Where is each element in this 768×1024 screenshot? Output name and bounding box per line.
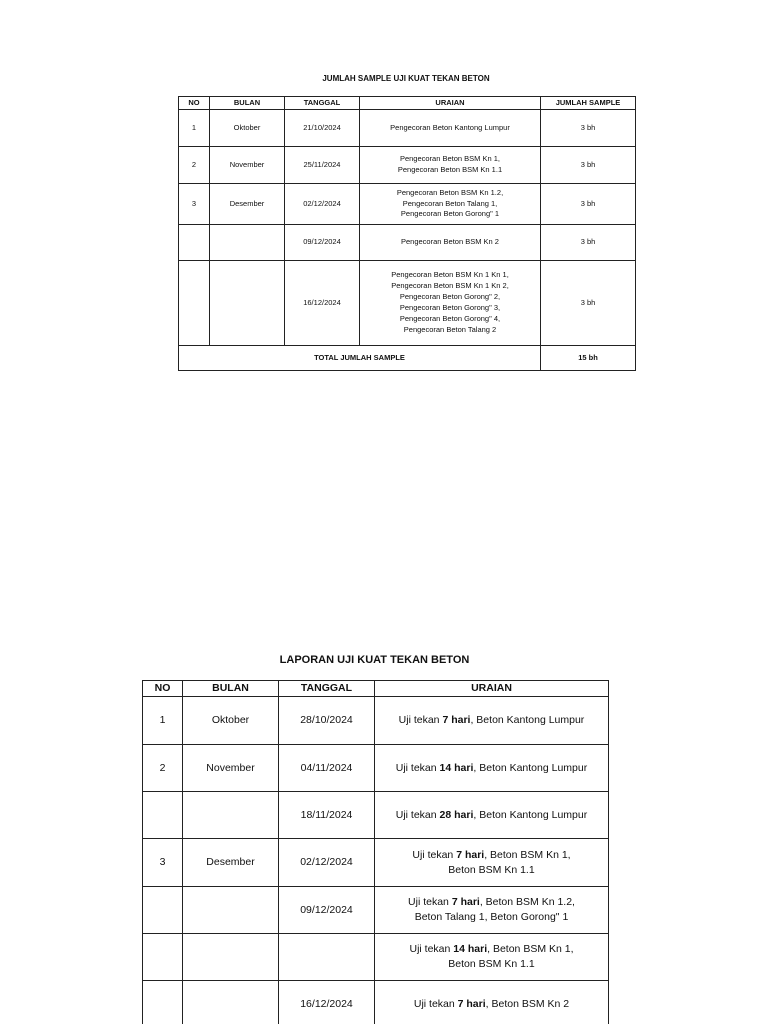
header-bulan: BULAN xyxy=(210,97,285,110)
cell-no: 2 xyxy=(143,745,183,792)
test-age: 7 hari xyxy=(456,848,485,861)
table-row xyxy=(143,887,609,934)
cell-tanggal: 02/12/2024 xyxy=(279,839,375,887)
cell-no: 1 xyxy=(143,697,183,745)
table2-title: LAPORAN UJI KUAT TEKAN BETON xyxy=(279,654,470,666)
cell-no: 3 xyxy=(143,839,183,887)
cell-no xyxy=(143,792,183,839)
cell-bulan: Oktober xyxy=(210,110,285,147)
table-row xyxy=(143,934,609,981)
table-row xyxy=(143,981,609,1024)
test-age: 14 hari xyxy=(439,761,474,774)
cell-no: 3 xyxy=(179,184,210,225)
cell-no: 2 xyxy=(179,147,210,184)
uraian-suffix: , Beton Kantong Lumpur xyxy=(473,808,588,821)
cell-uraian xyxy=(375,887,609,934)
cell-tanggal: 16/12/2024 xyxy=(285,261,360,346)
uraian-suffix: , Beton BSM Kn 2 xyxy=(485,997,570,1010)
cell-bulan xyxy=(183,792,279,839)
header-no: NO xyxy=(179,97,210,110)
uraian-prefix: Uji tekan xyxy=(395,761,440,774)
cell-tanggal: 28/10/2024 xyxy=(279,697,375,745)
table-row xyxy=(179,147,636,184)
cell-tanggal: 09/12/2024 xyxy=(279,887,375,934)
header-uraian: URAIAN xyxy=(375,681,609,697)
cell-jumlah: 3 bh xyxy=(541,184,636,225)
uraian-suffix: , Beton BSM Kn 1, Beton BSM Kn 1.1 xyxy=(448,848,571,876)
cell-bulan xyxy=(183,981,279,1024)
cell-bulan xyxy=(210,225,285,261)
cell-no xyxy=(179,225,210,261)
cell-tanggal: 04/11/2024 xyxy=(279,745,375,792)
header-tanggal: TANGGAL xyxy=(285,97,360,110)
cell-no xyxy=(179,261,210,346)
cell-uraian xyxy=(375,934,609,981)
table-row xyxy=(143,745,609,792)
uraian-prefix: Uji tekan xyxy=(413,997,458,1010)
cell-tanggal: 18/11/2024 xyxy=(279,792,375,839)
cell-jumlah: 3 bh xyxy=(541,261,636,346)
uraian-suffix: , Beton BSM Kn 1.2, Beton Talang 1, Beton Gorong" 1 xyxy=(414,896,575,924)
cell-uraian: Pengecoran Beton Kantong Lumpur xyxy=(360,110,541,147)
uraian-prefix: Uji tekan xyxy=(412,848,457,861)
cell-bulan xyxy=(210,261,285,346)
cell-jumlah: 3 bh xyxy=(541,147,636,184)
cell-tanggal: 21/10/2024 xyxy=(285,110,360,147)
cell-tanggal xyxy=(279,934,375,981)
cell-no: 1 xyxy=(179,110,210,147)
table-row xyxy=(179,225,636,261)
cell-bulan: Oktober xyxy=(183,697,279,745)
uraian-suffix: , Beton Kantong Lumpur xyxy=(473,761,588,774)
cell-uraian xyxy=(375,981,609,1024)
total-row xyxy=(179,346,636,371)
cell-uraian: Pengecoran Beton BSM Kn 1 Kn 1, Pengecoran Beton BSM Kn 1 Kn 2, Pengecoran Beton Gorong" 2, Pengecoran Beton Gorong" 3, Pengecoran Beton Gorong" 4, Pengecoran Beton Talang 2 xyxy=(360,261,541,346)
test-age: 14 hari xyxy=(453,943,488,955)
cell-uraian: Pengecoran Beton BSM Kn 1.2, Pengecoran Beton Talang 1, Pengecoran Beton Gorong" 1 xyxy=(360,184,541,225)
cell-uraian xyxy=(375,839,609,887)
test-age: 28 hari xyxy=(439,808,474,821)
cell-uraian xyxy=(375,745,609,792)
cell-no xyxy=(143,934,183,981)
cell-jumlah: 3 bh xyxy=(541,110,636,147)
cell-uraian: Pengecoran Beton BSM Kn 1, Pengecoran Beton BSM Kn 1.1 xyxy=(360,147,541,184)
table-header-row xyxy=(143,681,609,697)
cell-tanggal: 16/12/2024 xyxy=(279,981,375,1024)
table-row xyxy=(143,792,609,839)
cell-tanggal: 09/12/2024 xyxy=(285,225,360,261)
cell-tanggal: 02/12/2024 xyxy=(285,184,360,225)
cell-uraian: Pengecoran Beton BSM Kn 2 xyxy=(360,225,541,261)
header-tanggal: TANGGAL xyxy=(279,681,375,697)
uraian-prefix: Uji tekan xyxy=(408,896,452,908)
cell-bulan: November xyxy=(183,745,279,792)
uraian-prefix: Uji tekan xyxy=(409,943,454,955)
test-age: 7 hari xyxy=(451,896,480,908)
cell-no xyxy=(143,887,183,934)
uraian-suffix: , Beton BSM Kn 1, Beton BSM Kn 1.1 xyxy=(448,943,574,971)
cell-bulan: Desember xyxy=(210,184,285,225)
cell-jumlah: 3 bh xyxy=(541,225,636,261)
cell-uraian xyxy=(375,792,609,839)
sample-count-table xyxy=(178,96,636,371)
table-row xyxy=(179,261,636,346)
table1-title: JUMLAH SAMPLE UJI KUAT TEKAN BETON xyxy=(322,74,490,83)
table-row xyxy=(143,697,609,745)
total-value: 15 bh xyxy=(541,346,636,371)
test-report-table xyxy=(142,680,609,1024)
test-age: 7 hari xyxy=(457,997,486,1010)
header-bulan: BULAN xyxy=(183,681,279,697)
table-header-row xyxy=(179,97,636,110)
cell-bulan: November xyxy=(210,147,285,184)
header-no: NO xyxy=(143,681,183,697)
cell-bulan xyxy=(183,934,279,981)
uraian-prefix: Uji tekan xyxy=(395,808,440,821)
table-row xyxy=(179,184,636,225)
cell-uraian xyxy=(375,697,609,745)
cell-bulan: Desember xyxy=(183,839,279,887)
table-row xyxy=(179,110,636,147)
uraian-suffix: , Beton Kantong Lumpur xyxy=(470,714,585,727)
header-uraian: URAIAN xyxy=(360,97,541,110)
uraian-prefix: Uji tekan xyxy=(398,714,443,727)
cell-tanggal: 25/11/2024 xyxy=(285,147,360,184)
test-age: 7 hari xyxy=(442,714,471,727)
table-row xyxy=(143,839,609,887)
header-jumlah-sample: JUMLAH SAMPLE xyxy=(541,97,636,110)
cell-bulan xyxy=(183,887,279,934)
total-label: TOTAL JUMLAH SAMPLE xyxy=(179,346,541,371)
cell-no xyxy=(143,981,183,1024)
